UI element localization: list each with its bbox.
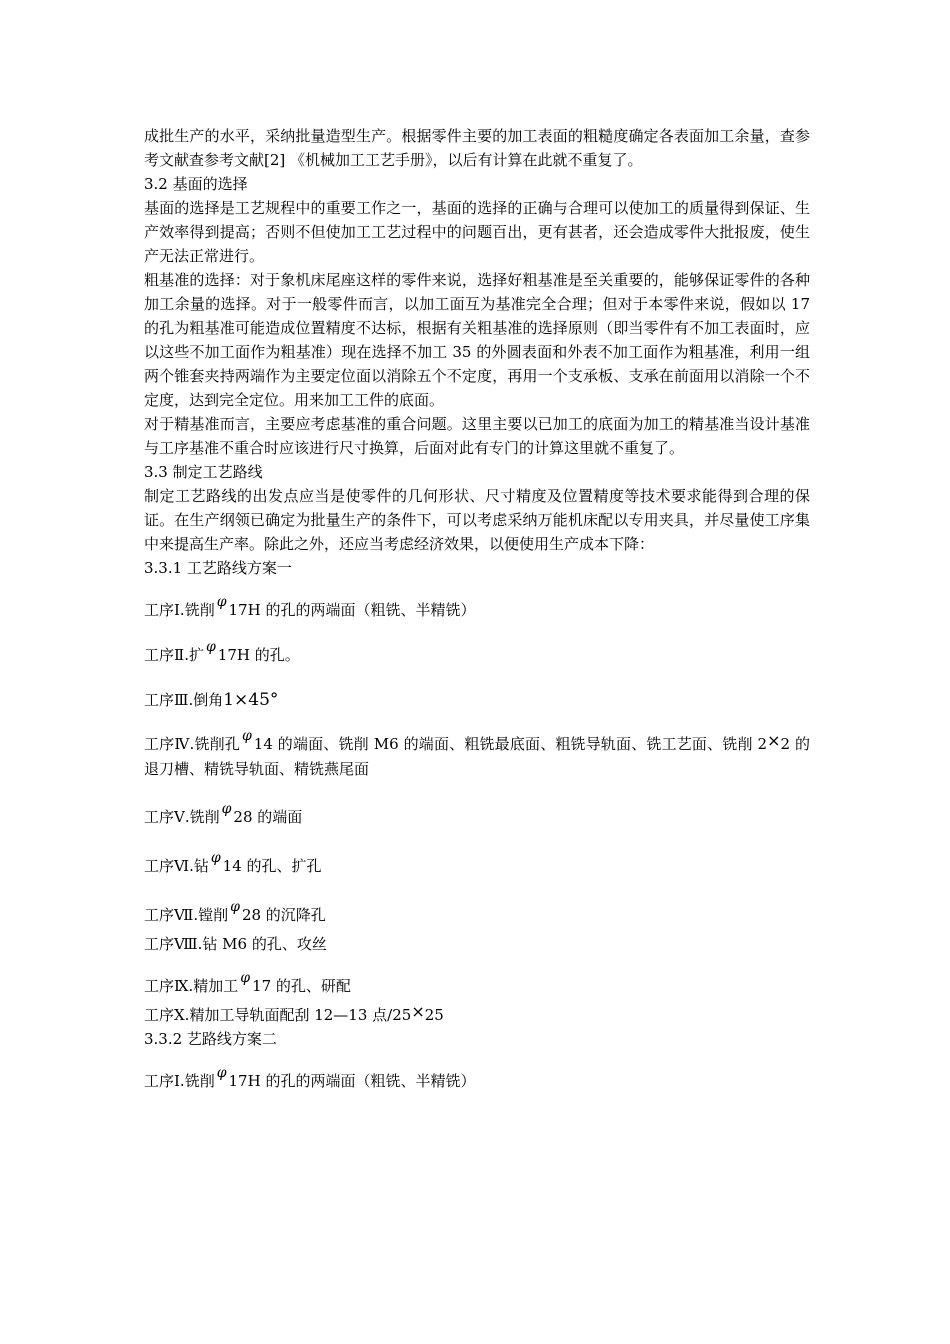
operation-4 [144, 728, 811, 781]
phi-symbol: φ [230, 899, 240, 915]
heading-3-3: 3.3 制定工艺路线 [144, 463, 263, 481]
operation-2-label: 工序Ⅱ.扩 [144, 646, 204, 664]
operation-1-text: 17H 的孔的两端面（粗铣、半精铣） [228, 601, 476, 619]
paragraph-process-route: 制定工艺路线的出发点应当是使零件的几何形状、尺寸精度及位置精度等技术要求能得到合理的保证。在生产纲领已确定为批量生产的条件下，可以考虑采纳万能机床配以专用夹具，并尽量使工序集中来提高生产率。除此之外，还应当考虑经济效果，以便使用生产成本下降： [144, 487, 810, 553]
operation-7-label: 工序Ⅶ.镗削 [144, 906, 229, 924]
heading-3-2: 3.2 基面的选择 [144, 175, 248, 193]
operation-9-label: 工序Ⅸ.精加工 [144, 977, 239, 995]
phi-symbol: φ [221, 801, 232, 817]
paragraph-rough-datum: 粗基准的选择：对于象机床尾座这样的零件来说，选择好粗基准是至关重要的，能够保证零件的各种加工余量的选择。对于一般零件而言，以加工面互为基准完全合理；但对于本零件来说，假如以 17 的孔为粗基准可能造成位置精度不达标，根据有关粗基准的选择原则（即当零件有不加工表面时，应以这些不加工面作为粗基准）现在选择不加工 35 的外圆表面和外表不加工面作为粗基准，利用一组两个锥套夹持两端作为主要定位面以消除五个不定度，再用一个支承板、支承在前面用以消除一个不定度，达到完全定位。用来加工工件的底面。 [144, 271, 810, 409]
operation-2-text: 17H 的孔。 [217, 646, 300, 664]
operation-10-text-end: 25 [424, 1006, 444, 1024]
phi-symbol: φ [210, 850, 221, 866]
paragraph-intro: 成批生产的水平，采纳批量造型生产。根据零件主要的加工表面的粗糙度确定各表面加工余量，查参考文献查参考文献[2] 《机械加工工艺手册》，以后有计算在此就不重复了。 [144, 127, 810, 169]
heading-3-3-2: 3.3.2 艺路线方案二 [144, 1030, 277, 1048]
paragraph-base-selection: 基面的选择是工艺规程中的重要工作之一，基面的选择的正确与合理可以使加工的质量得到保证、生产效率得到提高；否则不但使加工工艺过程中的问题百出，更有甚者，还会造成零件大批报废，使生产无法正常进行。 [144, 199, 810, 265]
paragraph-fine-datum: 对于精基准而言，主要应考虑基准的重合问题。这里主要以已加工的底面为加工的精基准当设计基准与工序基准不重合时应该进行尺寸换算，后面对此有专门的计算这里就不重复了。 [144, 415, 810, 457]
operation-5-label: 工序Ⅴ.铣削 [144, 808, 220, 826]
operation-1-label: 工序Ⅰ.铣削 [144, 601, 215, 619]
operation-plan2-1 [144, 1065, 810, 1094]
operation-4-label: 工序Ⅳ.铣削孔 [144, 735, 240, 753]
operation-3 [144, 688, 810, 712]
phi-symbol: φ [216, 594, 227, 610]
operation-4-text-end: 2 的退刀槽、精铣导轨面、精铣燕尾面 [144, 735, 811, 778]
operation-plan2-1-label: 工序Ⅰ.铣削 [144, 1072, 215, 1090]
phi-symbol: φ [205, 639, 216, 655]
document-body [144, 124, 810, 1094]
operation-6-text: 14 的孔、扩孔 [222, 857, 322, 875]
operation-9 [144, 970, 810, 999]
operation-5 [144, 801, 810, 830]
times-symbol: × [411, 1002, 425, 1021]
operation-5-text: 28 的端面 [233, 808, 303, 826]
operation-3-label: 工序Ⅲ.倒角 [144, 691, 224, 709]
operation-10 [144, 1003, 810, 1027]
phi-symbol: φ [216, 1065, 227, 1081]
operation-7-text: 28 的沉降孔 [241, 906, 326, 924]
phi-symbol: φ [241, 728, 252, 744]
operation-4-text: 14 的端面、铣削 M6 的端面、粗铣最底面、粗铣导轨面、铣工艺面、铣削 2 [253, 735, 768, 753]
operation-10-text: 工序Ⅹ.精加工导轨面配刮 12—13 点/25 [144, 1006, 412, 1024]
operation-7 [144, 899, 810, 928]
operation-9-text: 17 的孔、研配 [252, 977, 351, 995]
operation-6-label: 工序Ⅵ.钻 [144, 857, 209, 875]
operation-3-chamfer: 1×45° [223, 690, 279, 710]
operation-6 [144, 850, 810, 879]
times-symbol: × [767, 731, 781, 750]
operation-1 [144, 594, 810, 623]
operation-2 [144, 639, 810, 668]
heading-3-3-1: 3.3.1 工艺路线方案一 [144, 559, 292, 577]
phi-symbol: φ [240, 970, 251, 986]
operation-8: 工序Ⅷ.钻 M6 的孔、攻丝 [144, 935, 327, 953]
operation-plan2-1-text: 17H 的孔的两端面（粗铣、半精铣） [228, 1072, 476, 1090]
